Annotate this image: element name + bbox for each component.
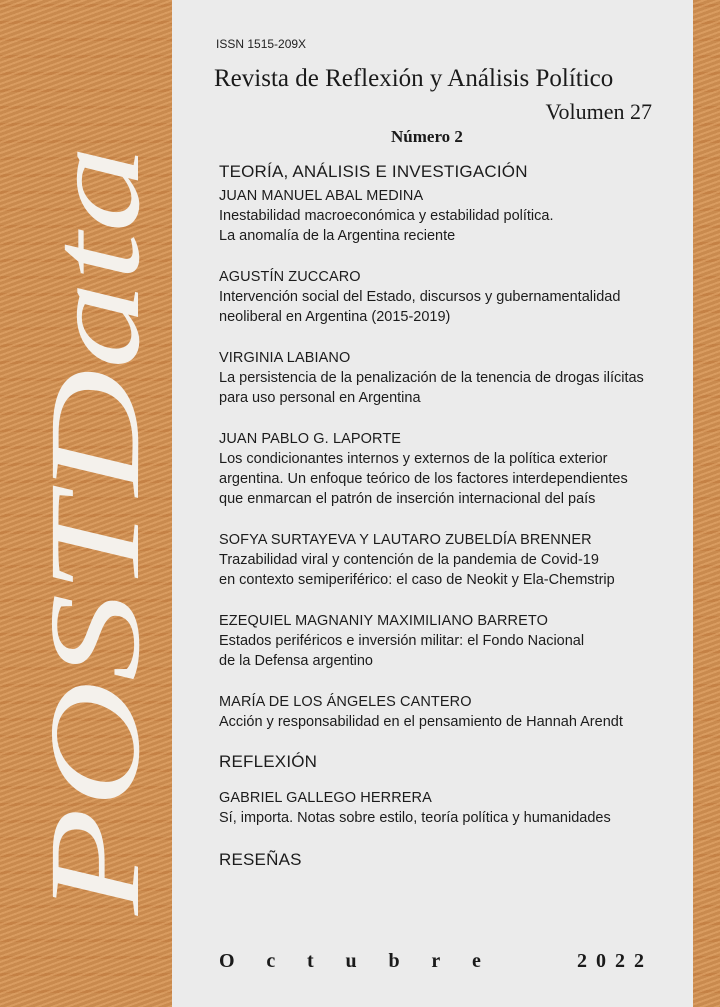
issn-label: ISSN 1515-209X [216,37,307,51]
article-title: Los condicionantes internos y externos de la política exterior argentina. Un enfoque teórico de los factores interdependientes que enmarcan el patrón de inserción internacional del país [219,451,628,507]
article-title: Sí, importa. Notas sobre estilo, teoría política y humanidades [219,810,611,826]
issue-month-letter: r [431,950,441,972]
journal-title: Revista de Reflexión y Análisis Político [214,65,614,92]
article-entry [219,788,679,828]
section-title: TEORÍA, ANÁLISIS E INVESTIGACIÓN [219,162,528,181]
issue-month-letter: t [307,950,314,972]
issue-year: 2022 [577,950,653,972]
article-entry [219,429,679,509]
article-author: MARÍA DE LOS ÁNGELES CANTERO [219,694,472,710]
article-title: Trazabilidad viral y contención de la pandemia de Covid-19 en contexto semiperiférico: el caso de Neokit y Ela-Chemstrip [219,552,615,588]
article-entry [219,186,679,246]
issue-month [219,950,481,973]
article-author: JUAN PABLO G. LAPORTE [219,431,402,447]
table-of-contents [219,158,679,874]
issue-month-letter: O [219,950,235,972]
article-author: JUAN MANUEL ABAL MEDINA [219,188,424,204]
article-author: AGUSTÍN ZUCCARO [219,269,361,285]
article-author: GABRIEL GALLEGO HERRERA [219,790,432,806]
article-entry [219,692,679,732]
article-entry [219,267,679,327]
article-author: VIRGINIA LABIANO [219,350,351,366]
issue-date [219,950,653,973]
postdata-logo [0,0,172,1007]
article-author: SOFYA SURTAYEVA Y LAUTARO ZUBELDÍA BRENNER [219,532,592,548]
issue-month-letter: c [266,950,276,972]
article-title: Acción y responsabilidad en el pensamiento de Hannah Arendt [219,714,623,730]
section-title: REFLEXIÓN [219,752,318,771]
article-title: Estados periféricos e inversión militar: el Fondo Nacional de la Defensa argentino [219,633,585,669]
article-title: Intervención social del Estado, discursos y gubernamentalidad neoliberal en Argentina (2015-2019) [219,289,621,325]
right-decorative-band [693,0,720,1007]
article-title: Inestabilidad macroeconómica y estabilidad política. La anomalía de la Argentina reciente [219,208,554,244]
logo-text: POSTData [23,344,167,915]
issue-month-letter: b [388,950,400,972]
issue-number: Número 2 [391,127,463,146]
article-entry [219,348,679,408]
article-author: EZEQUIEL MAGNANIY MAXIMILIANO BARRETO [219,613,548,629]
article-entry [219,611,679,671]
volume-label: Volumen 27 [545,99,652,124]
article-entry [219,530,679,590]
section-title: RESEÑAS [219,850,302,869]
article-title: La persistencia de la penalización de la tenencia de drogas ilícitas para uso personal en Argentina [219,370,644,406]
issue-month-letter: e [472,950,481,972]
issue-month-letter: u [345,950,357,972]
